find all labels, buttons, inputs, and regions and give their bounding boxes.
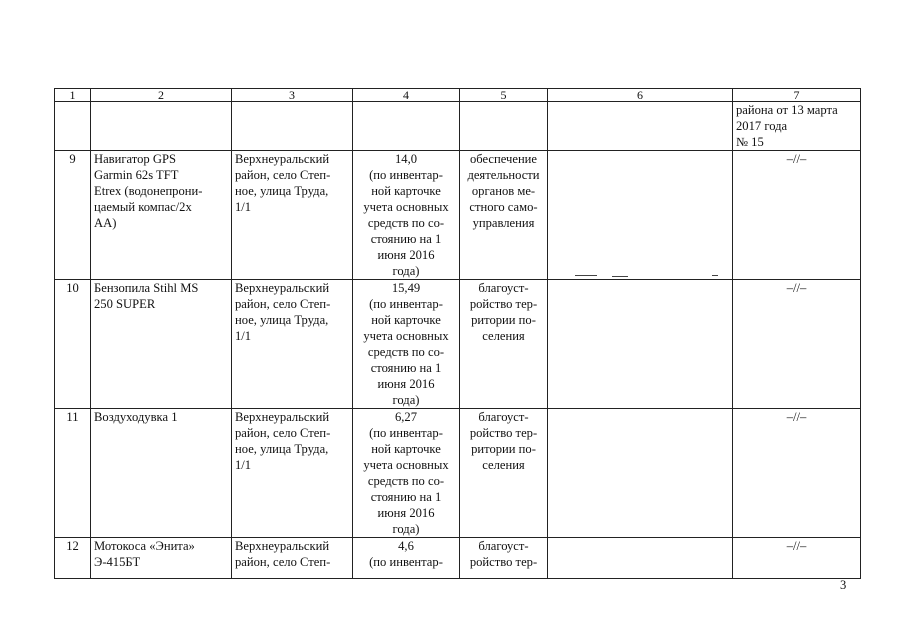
item-purpose: благоуст- ройство тер- ритории по- селения bbox=[460, 409, 548, 538]
header-col-4: 4 bbox=[353, 89, 460, 102]
scan-artifact-dash bbox=[712, 275, 718, 276]
item-value: 15,49 (по инвентар- ной карточке учета основных средств по со- стоянию на 1 июня 2016 года) bbox=[353, 280, 460, 409]
header-col-5: 5 bbox=[460, 89, 548, 102]
cont-cell-6 bbox=[548, 102, 733, 151]
item-col6 bbox=[548, 538, 733, 579]
item-name: Бензопила Stihl MS 250 SUPER bbox=[91, 280, 232, 409]
row-number: 10 bbox=[55, 280, 91, 409]
item-col7: –//– bbox=[733, 409, 861, 538]
item-value: 4,6 (по инвентар- bbox=[353, 538, 460, 579]
item-name: Навигатор GPS Garmin 62s TFT Etrex (водонепрони- цаемый компас/2х AA) bbox=[91, 151, 232, 280]
row-number: 11 bbox=[55, 409, 91, 538]
item-col6 bbox=[548, 280, 733, 409]
item-address: Верхнеуральский район, село Степ- ное, улица Труда, 1/1 bbox=[232, 409, 353, 538]
item-purpose: обеспечение деятельности органов ме- стного само- управления bbox=[460, 151, 548, 280]
scan-artifact-dash bbox=[575, 275, 597, 276]
item-name: Мотокоса «Энита» Э-415БТ bbox=[91, 538, 232, 579]
item-col7: –//– bbox=[733, 538, 861, 579]
item-col7: –//– bbox=[733, 280, 861, 409]
item-name: Воздуходувка 1 bbox=[91, 409, 232, 538]
item-col6 bbox=[548, 151, 733, 280]
item-address: Верхнеуральский район, село Степ- bbox=[232, 538, 353, 579]
cont-cell-4 bbox=[353, 102, 460, 151]
table-row bbox=[55, 409, 861, 538]
header-col-6: 6 bbox=[548, 89, 733, 102]
item-value: 6,27 (по инвентар- ной карточке учета основных средств по со- стоянию на 1 июня 2016 года) bbox=[353, 409, 460, 538]
item-address: Верхнеуральский район, село Степ- ное, улица Труда, 1/1 bbox=[232, 151, 353, 280]
continuation-row bbox=[55, 102, 861, 151]
cont-cell-7: района от 13 марта 2017 года № 15 bbox=[733, 102, 861, 151]
table-row bbox=[55, 538, 861, 579]
row-number: 9 bbox=[55, 151, 91, 280]
cont-cell-5 bbox=[460, 102, 548, 151]
item-value: 14,0 (по инвентар- ной карточке учета основных средств по со- стоянию на 1 июня 2016 года) bbox=[353, 151, 460, 280]
item-purpose: благоуст- ройство тер- ритории по- селения bbox=[460, 280, 548, 409]
cont-cell-2 bbox=[91, 102, 232, 151]
header-row bbox=[55, 89, 861, 102]
cont-cell-3 bbox=[232, 102, 353, 151]
table-row bbox=[55, 151, 861, 280]
scan-artifact-dash bbox=[612, 276, 628, 277]
header-col-7: 7 bbox=[733, 89, 861, 102]
item-purpose: благоуст- ройство тер- bbox=[460, 538, 548, 579]
item-address: Верхнеуральский район, село Степ- ное, улица Труда, 1/1 bbox=[232, 280, 353, 409]
row-number: 12 bbox=[55, 538, 91, 579]
header-col-2: 2 bbox=[91, 89, 232, 102]
item-col7: –//– bbox=[733, 151, 861, 280]
header-col-1: 1 bbox=[55, 89, 91, 102]
item-col6 bbox=[548, 409, 733, 538]
table-row bbox=[55, 280, 861, 409]
page-number: 3 bbox=[840, 578, 847, 592]
property-table bbox=[54, 88, 861, 579]
cont-cell-1 bbox=[55, 102, 91, 151]
header-col-3: 3 bbox=[232, 89, 353, 102]
